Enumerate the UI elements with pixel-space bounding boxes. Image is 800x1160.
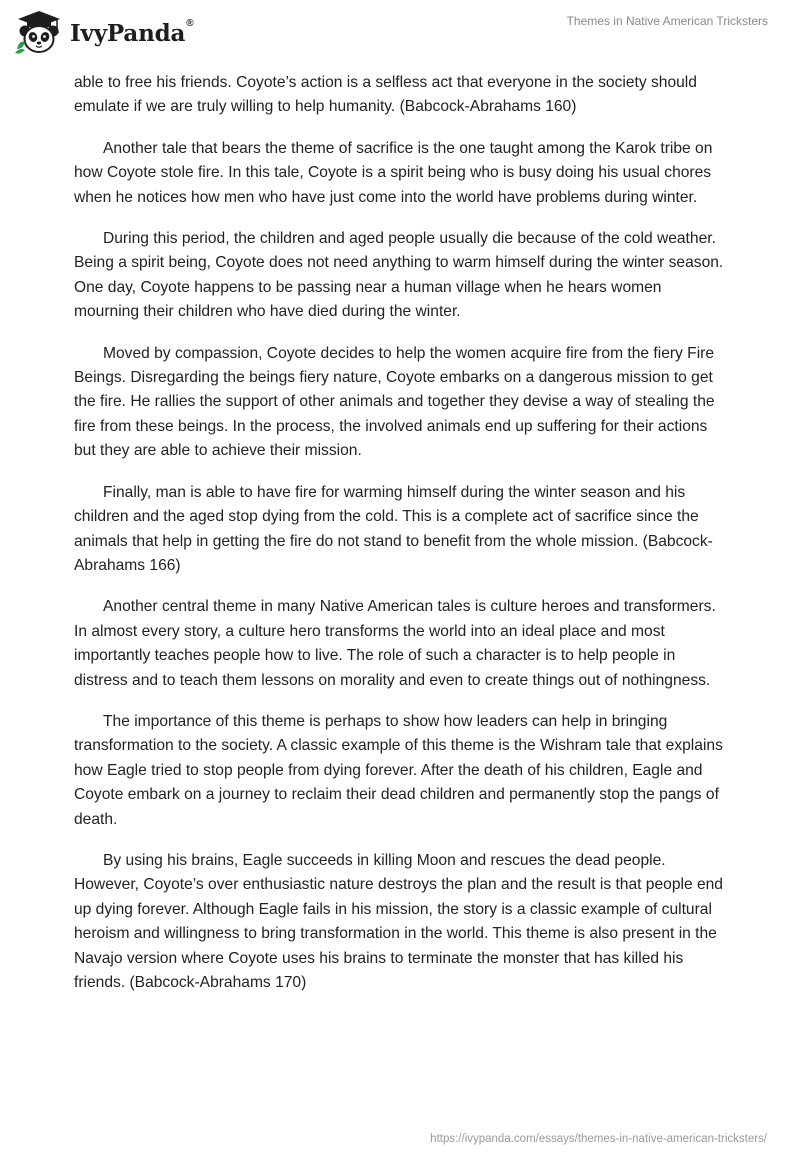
paragraph: Another central theme in many Native American tales is culture heroes and transformers. In almost every story, a culture hero transforms the world into an ideal place and most importantly teaches people how to live. The role of such a character is to help people in distress and to teach them lessons on morality and even to create things out of nothingness. [74,598,716,689]
paragraph: Another tale that bears the theme of sacrifice is the one taught among the Karok tribe on how Coyote stole fire. In this tale, Coyote is a spirit being who is busy doing his usual chores when he notices how men who have just come into the world have problems during winter. [74,139,713,206]
paragraph: By using his brains, Eagle succeeds in killing Moon and rescues the dead people. However, Coyote’s over enthusiastic nature destroys the plan and the result is that people end up dying forever. Although Eagle fails in his mission, the story is a classic example of cultural heroism and willingness to bring transformation in the world. This theme is also present in the Navajo version where Coyote uses his brains to terminate the monster that has killed his friends. (Babcock-Abrahams 170) [74,851,723,991]
paragraph: The importance of this theme is perhaps to show how leaders can help in bringing transformation to the society. A classic example of this theme is the Wishram tale that explains how Eagle tried to stop people from dying forever. After the death of his children, Eagle and Coyote embark on a journey to reclaim their dead children and permanently stop the pangs of death. [74,712,723,828]
paragraph: Finally, man is able to have fire for warming himself during the winter season and his children and the aged stop dying from the cold. This is a complete act of sacrifice since the animals that help in getting the fire do not stand to benefit from the whole mission. (Babcock-Abrahams 166) [74,483,713,574]
logo-wordmark [70,17,194,47]
paragraph: able to free his friends. Coyote’s action is a selfless act that everyone in the society should emulate if we are truly willing to help humanity. (Babcock-Abrahams 160) [74,74,697,116]
essay-body [74,71,730,1012]
paragraph: Moved by compassion, Coyote decides to help the women acquire fire from the fiery Fire Beings. Disregarding the beings fiery nature, Coyote embarks on a dangerous mission to get the fire. He rallies the support of other animals and together they devise a way of stealing the fire from these beings. In the process, the involved animals end up suffering for their actions but they are able to achieve their mission. [74,344,715,460]
source-url-link[interactable]: https://ivypanda.com/essays/themes-in-native-american-tricksters/ [430,1133,767,1145]
paragraph: During this period, the children and aged people usually die because of the cold weather. Being a spirit being, Coyote does not need anything to warm himself during the winter season. One day, Coyote happens to be passing near a human village when he hears women mourning their children who have died during the winter. [74,230,724,321]
logo-text: IvyPanda [70,19,186,47]
page-header [0,0,800,66]
document-title: Themes in Native American Tricksters [566,14,768,28]
panda-graduate-icon [14,9,64,55]
registered-mark: ® [186,17,194,29]
ivypanda-logo[interactable] [14,9,193,55]
